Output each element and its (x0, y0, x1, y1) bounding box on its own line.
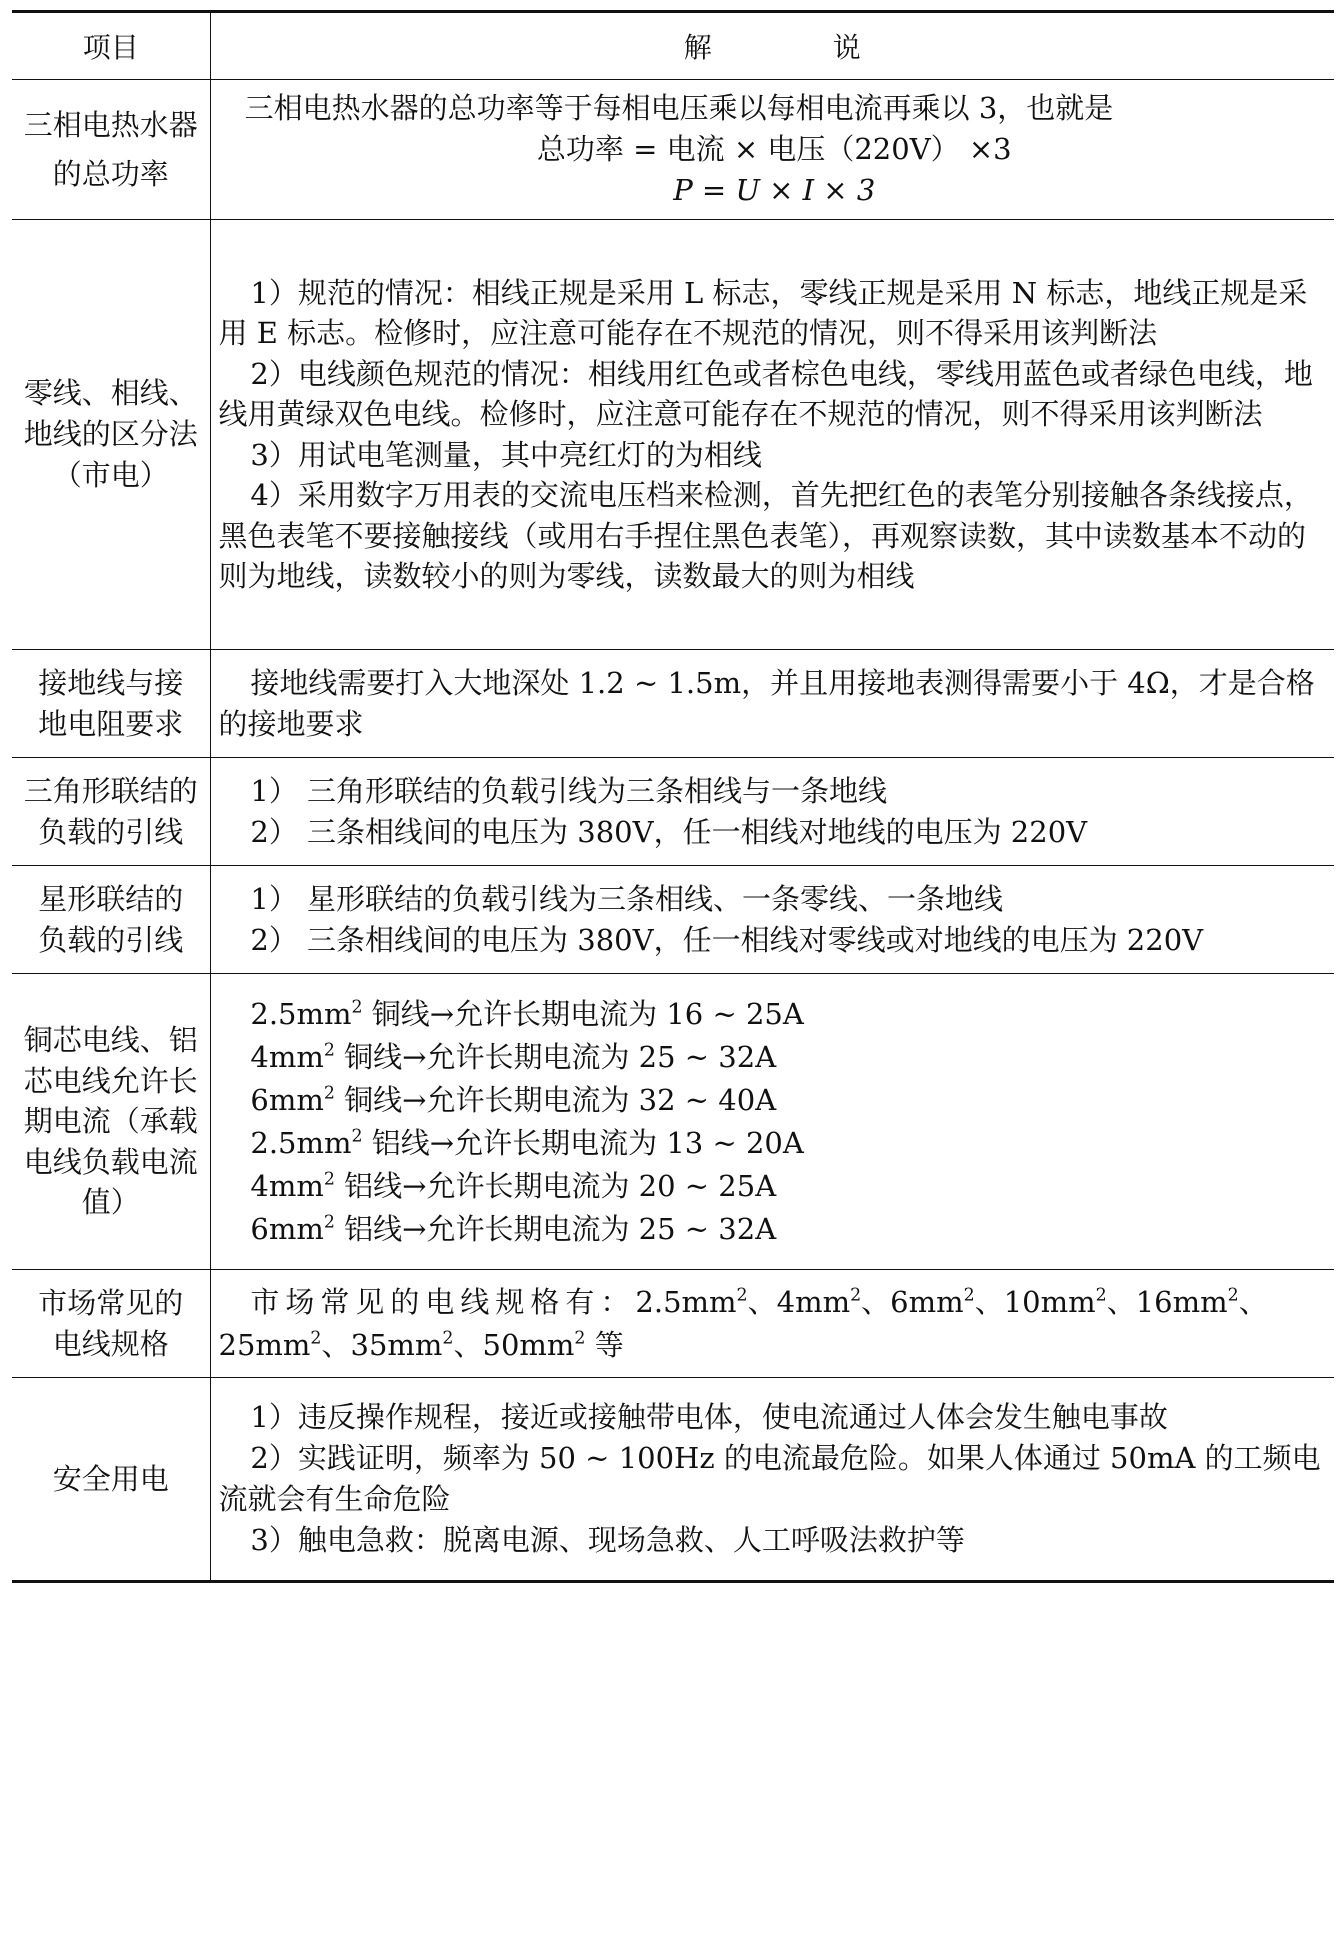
explanation-paragraph: 接地线需要打入大地深处 1.2 ~ 1.5m，并且用接地表测得需要小于 4Ω，才是合格的接地要求 (218, 665, 1315, 741)
header-explanation: 解 说 (210, 12, 1334, 80)
row-explanation-cell (210, 758, 1334, 866)
wire-size: 4mm (250, 1039, 324, 1074)
superscript: 2 (963, 1285, 975, 1306)
superscript: 2 (351, 1126, 363, 1147)
wire-spec-size: 10mm (1003, 1284, 1096, 1319)
explanation-paragraph: 1）违反操作规程，接近或接触带电体，使电流通过人体会发生触电事故 (250, 1400, 1168, 1434)
row-item-label: 星形联结的负载的引线 (38, 881, 184, 957)
separator: 、 (453, 1327, 483, 1362)
superscript: 2 (736, 1285, 748, 1306)
row-explanation-cell (210, 1270, 1334, 1378)
wire-size: 6mm (250, 1082, 324, 1117)
row-explanation-cell (210, 974, 1334, 1270)
row-item-cell (12, 758, 210, 866)
row-item-cell (12, 866, 210, 974)
explanation-paragraph: 3）用试电笔测量，其中亮红灯的为相线 (250, 437, 762, 472)
separator: 、 (861, 1284, 891, 1319)
row-item-label: 三角形联结的负载的引线 (23, 773, 198, 849)
explanation-paragraph: 1） 三角形联结的负载引线为三条相线与一条地线 (250, 773, 888, 808)
wire-current-text: 铝线→允许长期电流为 25 ~ 32A (334, 1211, 777, 1246)
table-row (12, 758, 1334, 866)
wire-current-line (219, 1079, 1331, 1122)
wire-current-line (219, 1036, 1331, 1079)
table-row (12, 80, 1334, 220)
table-row (12, 866, 1334, 974)
row-item-label: 零线、相线、地线的区分法（市电） (23, 376, 198, 492)
wire-spec-size: 4mm (776, 1284, 851, 1319)
table-header-row (12, 12, 1334, 80)
explanation-paragraph: 2） 三条相线间的电压为 380V，任一相线对零线或对地线的电压为 220V (250, 922, 1204, 957)
separator: 、 (1238, 1284, 1268, 1319)
row-item-label: 安全用电 (52, 1461, 169, 1496)
wire-size: 4mm (250, 1168, 324, 1203)
row-item-label: 三相电热水器的总功率 (23, 107, 198, 191)
explanation-table (12, 10, 1334, 1583)
explanation-paragraph: 4）采用数字万用表的交流电压档来检测，首先把红色的表笔分别接触各条线接点，黑色表笔不要接触接线（或用右手捏住黑色表笔），再观察读数，其中读数基本不动的则为地线，读数较小的则为零线，读数最大的则为相线 (218, 478, 1313, 593)
superscript: 2 (1095, 1285, 1107, 1306)
row-item-label: 市场常见的电线规格 (38, 1285, 184, 1361)
superscript: 2 (351, 997, 363, 1018)
explanation-paragraph: 2） 三条相线间的电压为 380V，任一相线对地线的电压为 220V (250, 814, 1088, 849)
table-row (12, 1378, 1334, 1582)
wire-current-line (219, 1165, 1331, 1208)
table-row (12, 650, 1334, 758)
wire-current-line (219, 1122, 1331, 1165)
separator: 、 (321, 1327, 351, 1362)
row-explanation-cell (210, 80, 1334, 220)
wire-current-text: 铜线→允许长期电流为 16 ~ 25A (362, 996, 804, 1031)
wire-spec-size: 50mm (482, 1327, 575, 1362)
row-explanation-cell (210, 866, 1334, 974)
row-item-label: 铜芯电线、铝芯电线允许长期电流（承载电线负载电流值） (23, 1023, 198, 1220)
wire-current-text: 铜线→允许长期电流为 32 ~ 40A (334, 1082, 777, 1117)
formula-line: 总功率 = 电流 × 电压（220V） ×3 (536, 132, 1012, 166)
wire-spec-tail: 等 (585, 1327, 624, 1362)
explanation-paragraph: 3）触电急救：脱离电源、现场急救、人工呼吸法救护等 (250, 1523, 965, 1557)
explanation-paragraph: 三相电热水器的总功率等于每相电压乘以每相电流再乘以 3，也就是 (244, 91, 1114, 125)
row-item-label: 接地线与接地电阻要求 (38, 665, 184, 741)
wire-current-text: 铝线→允许长期电流为 13 ~ 20A (362, 1125, 804, 1160)
row-explanation-cell (210, 220, 1334, 650)
separator: 、 (747, 1284, 777, 1319)
separator: 、 (1106, 1284, 1136, 1319)
superscript: 2 (574, 1328, 586, 1349)
row-item-cell (12, 974, 210, 1270)
row-explanation-cell (210, 650, 1334, 758)
explanation-paragraph: 2）电线颜色规范的情况：相线用红色或者棕色电线，零线用蓝色或者绿色电线，地线用黄绿双色电线。检修时，应注意可能存在不规范的情况，则不得采用该判断法 (218, 356, 1313, 431)
wire-current-line (219, 1208, 1331, 1251)
explanation-paragraph: 2）实践证明，频率为 50 ~ 100Hz 的电流最危险。如果人体通过 50mA 的工频电流就会有生命危险 (218, 1441, 1321, 1516)
superscript: 2 (323, 1083, 335, 1104)
row-explanation-cell (210, 1378, 1334, 1582)
superscript: 2 (323, 1169, 335, 1190)
wire-current-text: 铝线→允许长期电流为 20 ~ 25A (334, 1168, 777, 1203)
wire-spec-size: 35mm (350, 1327, 443, 1362)
wire-spec-size: 16mm (1135, 1284, 1228, 1319)
table-row (12, 220, 1334, 650)
separator: 、 (974, 1284, 1004, 1319)
wire-size: 2.5mm (250, 1125, 352, 1160)
wire-spec-lead: 市场常见的电线规格有： (250, 1284, 636, 1319)
wire-spec-size: 2.5mm (635, 1284, 737, 1319)
superscript: 2 (442, 1328, 454, 1349)
superscript: 2 (310, 1328, 322, 1349)
row-item-cell (12, 220, 210, 650)
wire-size: 2.5mm (250, 996, 352, 1031)
row-item-cell (12, 1270, 210, 1378)
superscript: 2 (850, 1285, 862, 1306)
table-row (12, 974, 1334, 1270)
wire-spec-line (219, 1281, 1331, 1367)
wire-spec-size: 25mm (218, 1327, 311, 1362)
wire-spec-size: 6mm (890, 1284, 964, 1319)
table-row (12, 1270, 1334, 1378)
wire-current-line (219, 993, 1331, 1036)
header-item: 项目 (12, 12, 210, 80)
explanation-paragraph: 1） 星形联结的负载引线为三条相线、一条零线、一条地线 (250, 881, 1004, 916)
superscript: 2 (323, 1040, 335, 1061)
superscript: 2 (323, 1212, 335, 1233)
row-item-cell (12, 1378, 210, 1582)
formula-line: P = U × I × 3 (673, 173, 876, 207)
wire-size: 6mm (250, 1211, 324, 1246)
superscript: 2 (1227, 1285, 1239, 1306)
row-item-cell (12, 80, 210, 220)
explanation-paragraph: 1）规范的情况：相线正规是采用 L 标志，零线正规是采用 N 标志，地线正规是采用 E 标志。检修时，应注意可能存在不规范的情况，则不得采用该判断法 (218, 275, 1308, 350)
wire-current-text: 铜线→允许长期电流为 25 ~ 32A (334, 1039, 777, 1074)
row-item-cell (12, 650, 210, 758)
